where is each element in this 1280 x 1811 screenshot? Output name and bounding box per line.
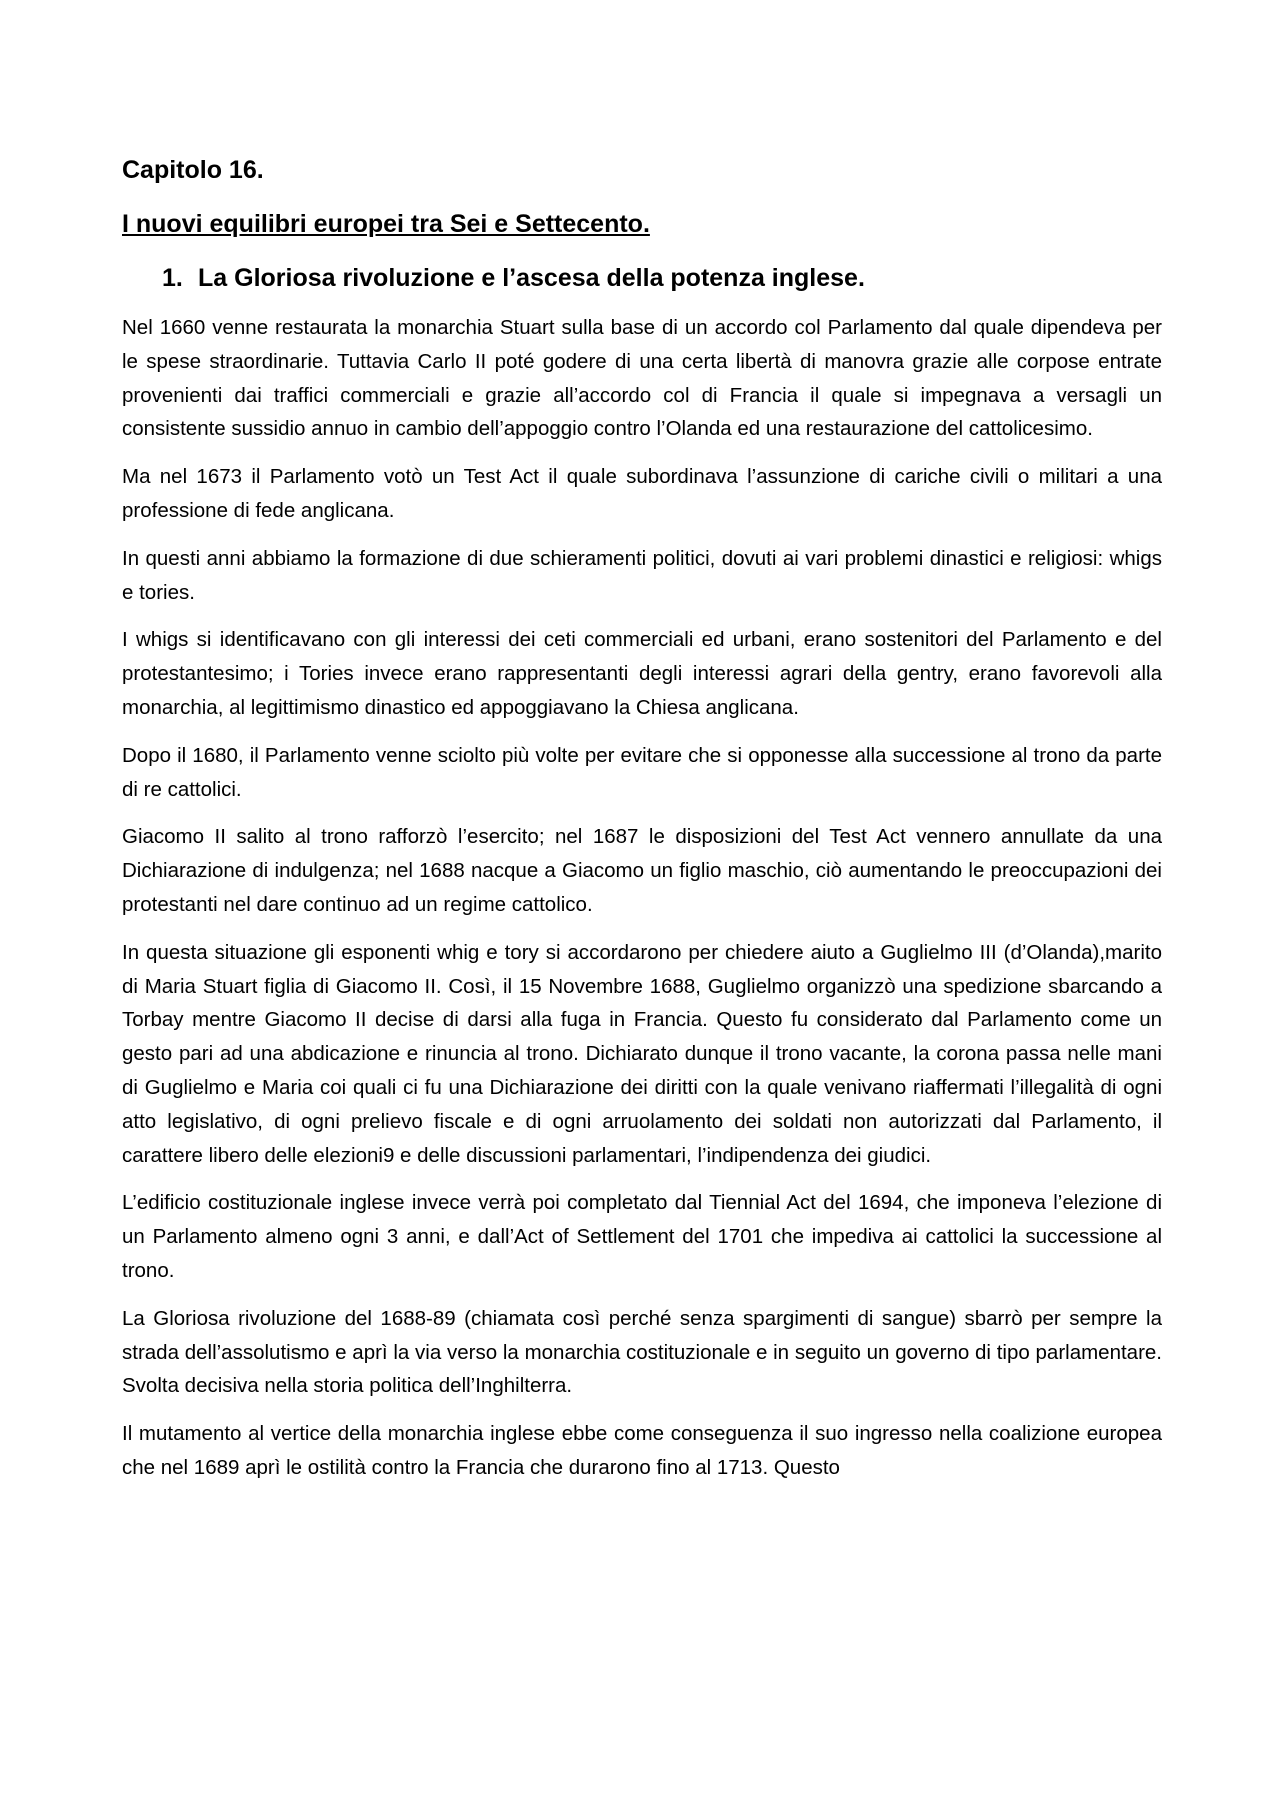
paragraph: In questa situazione gli esponenti whig e tory si accordarono per chiedere aiuto a Guglielmo III (d’Olanda),marito di Maria Stuart figlia di Giacomo II. Così, il 15 Novembre 1688, Guglielmo organizzò una spedizione sbarcando a Torbay mentre Giacomo II decise di darsi alla fuga in Francia. Questo fu considerato dal Parlamento come un gesto pari ad una abdicazione e rinuncia al trono. Dichiarato dunque il trono vacante, la corona passa nelle mani di Guglielmo e Maria coi quali ci fu una Dichiarazione dei diritti con la quale venivano riaffermati l’illegalità di ogni atto legislativo, di ogni prelievo fiscale e di ogni arruolamento dei soldati non autorizzati dal Parlamento, il carattere libero delle elezioni9 e delle discussioni parlamentari, l’indipendenza dei giudici. [122, 940, 1162, 1167]
paragraph: Dopo il 1680, il Parlamento venne sciolto più volte per evitare che si opponesse alla successione al trono da parte di re cattolici. [122, 743, 1162, 801]
section-number: 1. [162, 264, 183, 292]
paragraph: L’edificio costituzionale inglese invece verrà poi completato dal Tiennial Act del 1694, che imponeva l’elezione di un Parlamento almeno ogni 3 anni, e dall’Act of Settlement del 1701 che impediva ai cattolici la successione al trono. [122, 1191, 1162, 1282]
document-body [122, 155, 1162, 1499]
paragraph: Il mutamento al vertice della monarchia inglese ebbe come conseguenza il suo ingresso nella coalizione europea che nel 1689 aprì le ostilità contro la Francia che durarono fino al 1713. Questo [122, 1422, 1162, 1479]
paragraph: Giacomo II salito al trono rafforzò l’esercito; nel 1687 le disposizioni del Test Act vennero annullate da una Dichiarazione di indulgenza; nel 1688 nacque a Giacomo un figlio maschio, ciò aumentando le preoccupazioni dei protestanti nel dare continuo ad un regime cattolico. [122, 825, 1162, 916]
chapter-heading: Capitolo 16. [122, 156, 264, 184]
section-title: La Gloriosa rivoluzione e l’ascesa della potenza inglese. [198, 264, 865, 292]
paragraph: Nel 1660 venne restaurata la monarchia Stuart sulla base di un accordo col Parlamento dal quale dipendeva per le spese straordinarie. Tuttavia Carlo II poté godere di una certa libertà di manovra grazie alle corpose entrate provenienti dai traffici commerciali e grazie all’accordo col di Francia il quale si impegnava a versagli un consistente sussidio annuo in cambio dell’appoggio contro l’Olanda ed una restaurazione del cattolicesimo. [122, 316, 1162, 441]
chapter-subtitle: I nuovi equilibri europei tra Sei e Settecento. [122, 210, 650, 238]
paragraph: I whigs si identificavano con gli interessi dei ceti commerciali ed urbani, erano sostenitori del Parlamento e del protestantesimo; i Tories invece erano rappresentanti degli interessi agrari della gentry, erano favorevoli alla monarchia, al legittimismo dinastico ed appoggiavano la Chiesa anglicana. [122, 628, 1162, 719]
paragraph: In questi anni abbiamo la formazione di due schieramenti politici, dovuti ai vari problemi dinastici e religiosi: whigs e tories. [122, 546, 1162, 604]
section-heading [162, 263, 1162, 293]
paragraph: Ma nel 1673 il Parlamento votò un Test Act il quale subordinava l’assunzione di cariche civili o militari a una professione di fede anglicana. [122, 465, 1162, 522]
paragraph: La Gloriosa rivoluzione del 1688-89 (chiamata così perché senza spargimenti di sangue) sbarrò per sempre la strada dell’assolutismo e aprì la via verso la monarchia costituzionale e in seguito un governo di tipo parlamentare. Svolta decisiva nella storia politica dell’Inghilterra. [122, 1306, 1162, 1398]
